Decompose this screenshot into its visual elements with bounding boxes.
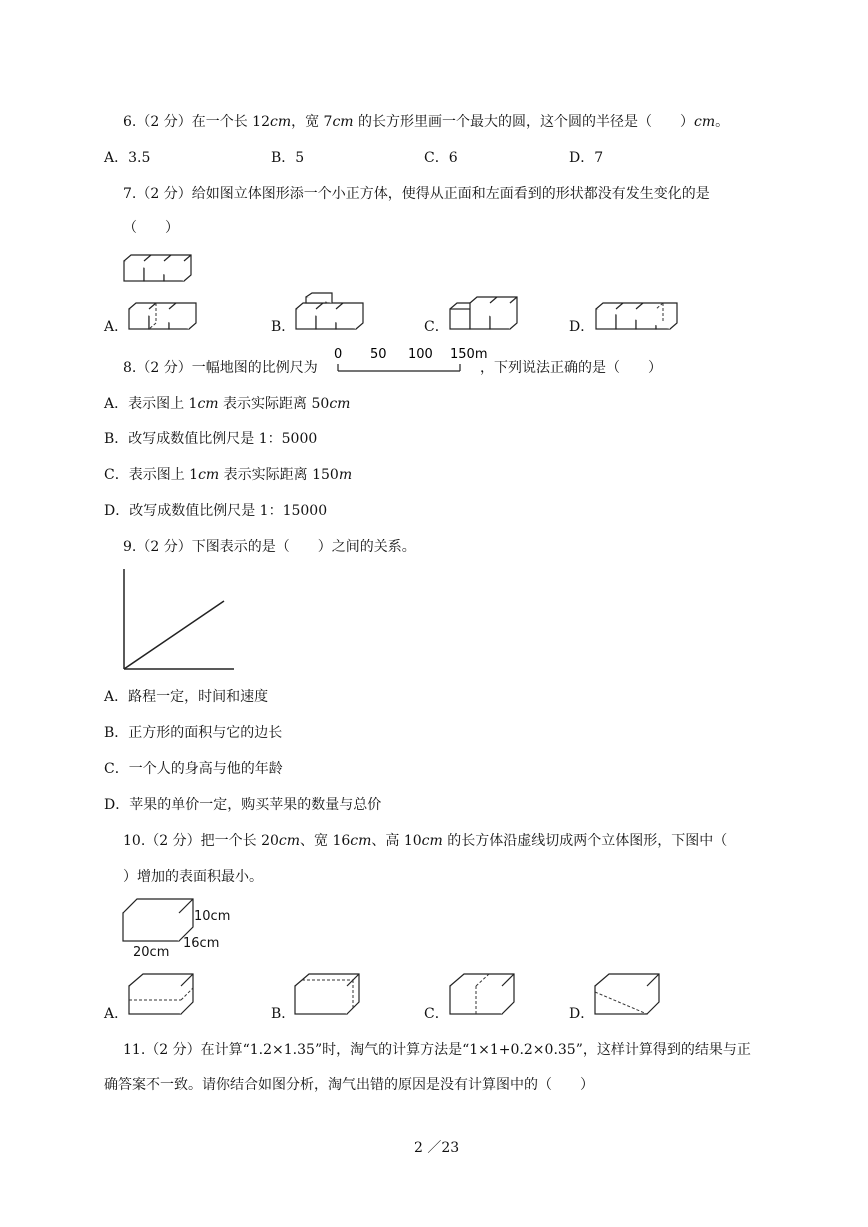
q6-option-a[interactable]: A．3.5 xyxy=(104,150,151,166)
q9-option-d[interactable]: D．苹果的单价一定，购买苹果的数量与总价 xyxy=(104,797,382,813)
q8-option-c[interactable]: C．表示图上 1cm 表示实际距离 150m xyxy=(104,467,353,483)
q7-option-d-label[interactable]: D． xyxy=(569,319,595,335)
q8-scale-tick-150: 150m xyxy=(450,347,488,362)
q9-option-a[interactable]: A．路程一定，时间和速度 xyxy=(104,689,269,705)
q10-height-label: 10cm xyxy=(194,909,231,924)
q6-stem: 6.（2 分）在一个长 12cm，宽 7cm 的长方形里画一个最大的圆，这个圆的半径是（ ）cm。 xyxy=(123,114,730,130)
q9-line-graph xyxy=(122,569,237,671)
q9-option-c[interactable]: C．一个人的身高与他的年龄 xyxy=(104,761,283,777)
q7-original-cube-figure xyxy=(121,252,191,284)
q8-stem-suffix: ，下列说法正确的是（ ） xyxy=(480,360,662,376)
q9-stem: 9.（2 分）下图表示的是（ ）之间的关系。 xyxy=(123,539,416,555)
q6-option-d[interactable]: D．7 xyxy=(569,150,604,166)
q7-stem-line1: 7.（2 分）给如图立体图形添一个小正方体，使得从正面和左面看到的形状都没有发生变化的是 xyxy=(123,186,710,202)
q8-scale-tick-100: 100 xyxy=(408,347,433,362)
q7-option-c-label[interactable]: C． xyxy=(424,319,449,335)
q11-stem-line1: 11.（2 分）在计算“1.2×1.35”时，淘气的计算方法是“1×1+0.2×0.35”，这样计算得到的结果与正 xyxy=(123,1042,751,1058)
q10-length-label: 20cm xyxy=(133,945,170,960)
q7-stem-line2: （ ） xyxy=(123,220,179,236)
q10-option-d-label[interactable]: D． xyxy=(569,1006,595,1022)
q10-option-b-label[interactable]: B． xyxy=(271,1006,296,1022)
q7-option-c-figure[interactable] xyxy=(447,292,519,332)
q11-stem-line2: 确答案不一致。请你结合如图分析，淘气出错的原因是没有计算图中的（ ） xyxy=(104,1077,594,1093)
q10-option-c-figure[interactable] xyxy=(448,972,518,1018)
q8-stem-prefix: 8.（2 分）一幅地图的比例尺为 xyxy=(123,360,318,376)
q8-scale-tick-0: 0 xyxy=(334,347,343,362)
q6-option-b[interactable]: B．5 xyxy=(271,150,305,166)
q7-option-b-figure[interactable] xyxy=(293,292,363,332)
q10-option-c-label[interactable]: C． xyxy=(424,1006,449,1022)
q8-option-d[interactable]: D．改写成数值比例尺是 1：15000 xyxy=(104,503,328,519)
q7-option-a-label[interactable]: A． xyxy=(104,319,129,335)
q10-option-a-figure[interactable] xyxy=(127,972,197,1018)
q8-scale-bar xyxy=(334,345,488,375)
q8-option-b[interactable]: B．改写成数值比例尺是 1：5000 xyxy=(104,431,318,447)
q8-scale-tick-50: 50 xyxy=(370,347,387,362)
q10-option-d-figure[interactable] xyxy=(593,972,663,1018)
page-number: 2 ／23 xyxy=(414,1140,460,1156)
q10-width-label: 16cm xyxy=(183,936,220,951)
q7-option-a-figure[interactable] xyxy=(126,300,196,332)
q7-option-b-label[interactable]: B． xyxy=(271,319,296,335)
q10-stem-line1: 10.（2 分）把一个长 20cm、宽 16cm、高 10cm 的长方体沿虚线切成两个立体图形，下图中（ xyxy=(123,833,728,849)
q10-option-a-label[interactable]: A． xyxy=(104,1006,129,1022)
q9-option-b[interactable]: B．正方形的面积与它的边长 xyxy=(104,725,283,741)
q8-option-a[interactable]: A．表示图上 1cm 表示实际距离 50cm xyxy=(104,396,351,412)
q7-option-d-figure[interactable] xyxy=(593,298,678,332)
q10-option-b-figure[interactable] xyxy=(293,972,363,1018)
q6-option-c[interactable]: C．6 xyxy=(424,150,458,166)
q10-stem-line2: ）增加的表面积最小。 xyxy=(123,869,263,885)
